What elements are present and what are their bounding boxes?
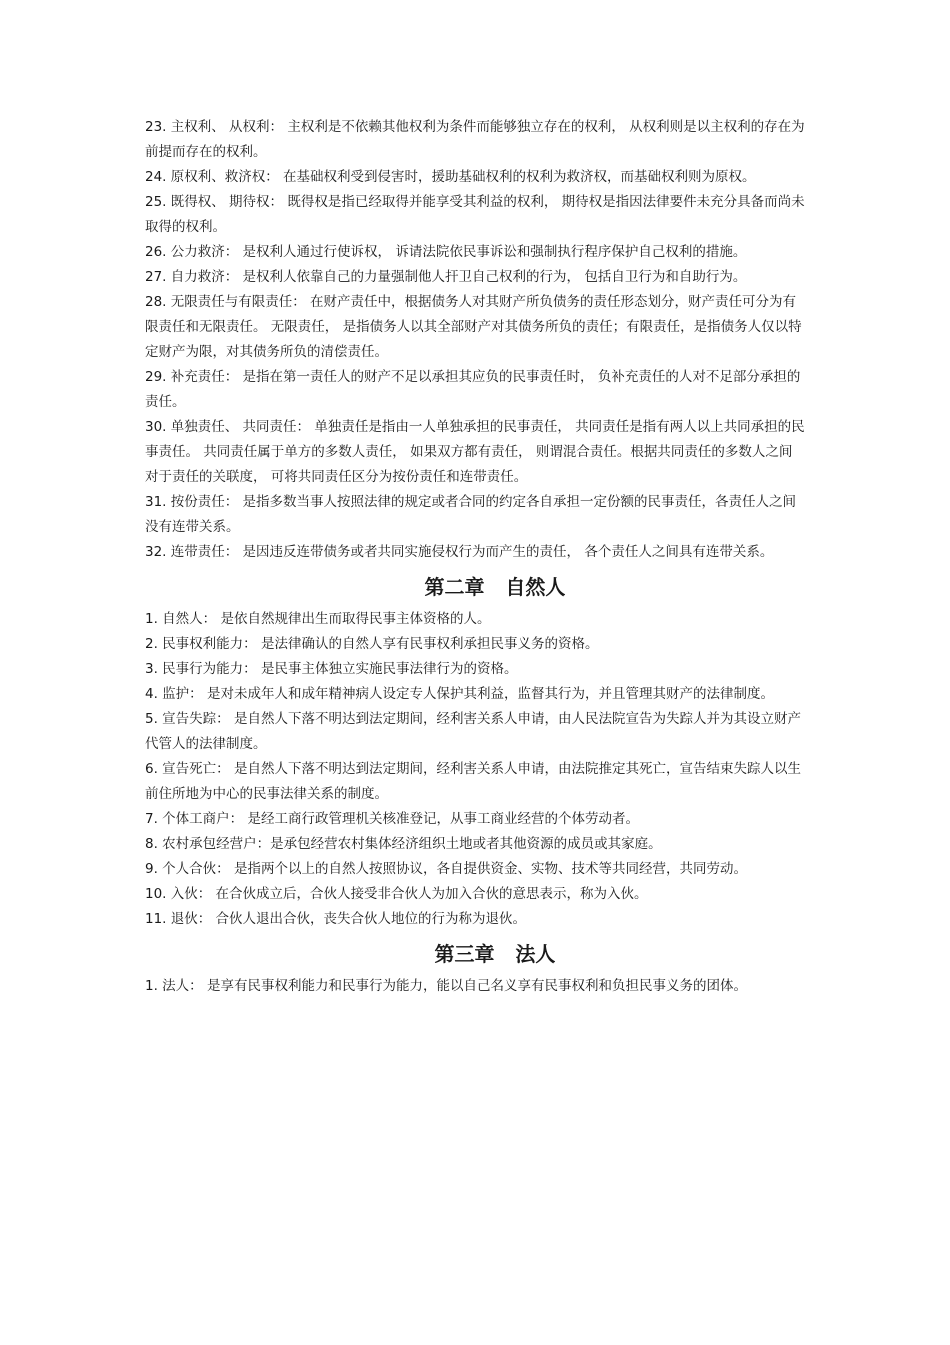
definition-item: 31. 按份责任： 是指多数当事人按照法律的规定或者合同的约定各自承担一定份额的民事责任，各责任人之间没有连带关系。 bbox=[145, 494, 797, 535]
document-body bbox=[145, 115, 805, 999]
chapter-title: 第三章 法人 bbox=[434, 942, 556, 966]
definition-item: 8. 农村承包经营户：是承包经营农村集体经济组织土地或者其他资源的成员或其家庭。 bbox=[145, 836, 662, 852]
definition-item: 11. 退伙： 合伙人退出合伙，丧失合伙人地位的行为称为退伙。 bbox=[145, 911, 527, 927]
definition-item: 27. 自力救济： 是权利人依靠自己的力量强制他人扞卫自己权利的行为， 包括自卫行为和自助行为。 bbox=[145, 269, 747, 285]
definition-item: 7. 个体工商户： 是经工商行政管理机关核准登记，从事工商业经营的个体劳动者。 bbox=[145, 811, 639, 827]
definition-item: 29. 补充责任： 是指在第一责任人的财产不足以承担其应负的民事责任时， 负补充责任的人对不足部分承担的责任。 bbox=[145, 369, 801, 410]
definition-item: 3. 民事行为能力： 是民事主体独立实施民事法律行为的资格。 bbox=[145, 661, 518, 677]
definition-item: 5. 宣告失踪： 是自然人下落不明达到法定期间，经利害关系人申请，由人民法院宣告为失踪人并为其设立财产代管人的法律制度。 bbox=[145, 711, 801, 752]
definition-item: 28. 无限责任与有限责任： 在财产责任中，根据债务人对其财产所负债务的责任形态划分，财产责任可分为有限责任和无限责任。 无限责任， 是指债务人以其全部财产对其债务所负的责任；有限责任，是指债务人仅以特定财产为限，对其债务所负的清偿责任。 bbox=[145, 294, 802, 360]
definition-item: 6. 宣告死亡： 是自然人下落不明达到法定期间，经利害关系人申请，由法院推定其死亡，宣告结束失踪人以生前住所地为中心的民事法律关系的制度。 bbox=[145, 761, 801, 802]
definition-item: 1. 自然人： 是依自然规律出生而取得民事主体资格的人。 bbox=[145, 611, 491, 627]
definition-item: 32. 连带责任： 是因违反连带债务或者共同实施侵权行为而产生的责任， 各个责任人之间具有连带关系。 bbox=[145, 544, 774, 560]
definition-item: 4. 监护： 是对未成年人和成年精神病人设定专人保护其利益，监督其行为，并且管理其财产的法律制度。 bbox=[145, 686, 774, 702]
definition-item: 23. 主权利、 从权利： 主权利是不依赖其他权利为条件而能够独立存在的权利， 从权利则是以主权利的存在为前提而存在的权利。 bbox=[145, 119, 805, 160]
definition-item: 25. 既得权、 期待权： 既得权是指已经取得并能享受其利益的权利， 期待权是指因法律要件未充分具备而尚未取得的权利。 bbox=[145, 194, 805, 235]
definition-item: 26. 公力救济： 是权利人通过行使诉权， 诉请法院依民事诉讼和强制执行程序保护自己权利的措施。 bbox=[145, 244, 747, 260]
definition-item: 24. 原权利、救济权： 在基础权利受到侵害时，援助基础权利的权利为救济权，而基础权利则为原权。 bbox=[145, 169, 756, 185]
definition-item: 30. 单独责任、 共同责任： 单独责任是指由一人单独承担的民事责任， 共同责任是指有两人以上共同承担的民事责任。 共同责任属于单方的多数人责任， 如果双方都有责任， 则谓混合责任。根据共同责任的多数人之间对于责任的关联度， 可将共同责任区分为按份责任和连带责任。 bbox=[145, 419, 805, 485]
definition-item: 10. 入伙： 在合伙成立后，合伙人接受非合伙人为加入合伙的意思表示，称为入伙。 bbox=[145, 886, 648, 902]
definition-item: 2. 民事权利能力： 是法律确认的自然人享有民事权利承担民事义务的资格。 bbox=[145, 636, 599, 652]
definition-item: 1. 法人： 是享有民事权利能力和民事行为能力，能以自己名义享有民事权利和负担民事义务的团体。 bbox=[145, 978, 747, 994]
definition-item: 9. 个人合伙： 是指两个以上的自然人按照协议，各自提供资金、实物、技术等共同经营，共同劳动。 bbox=[145, 861, 747, 877]
chapter-title: 第二章 自然人 bbox=[424, 575, 566, 599]
